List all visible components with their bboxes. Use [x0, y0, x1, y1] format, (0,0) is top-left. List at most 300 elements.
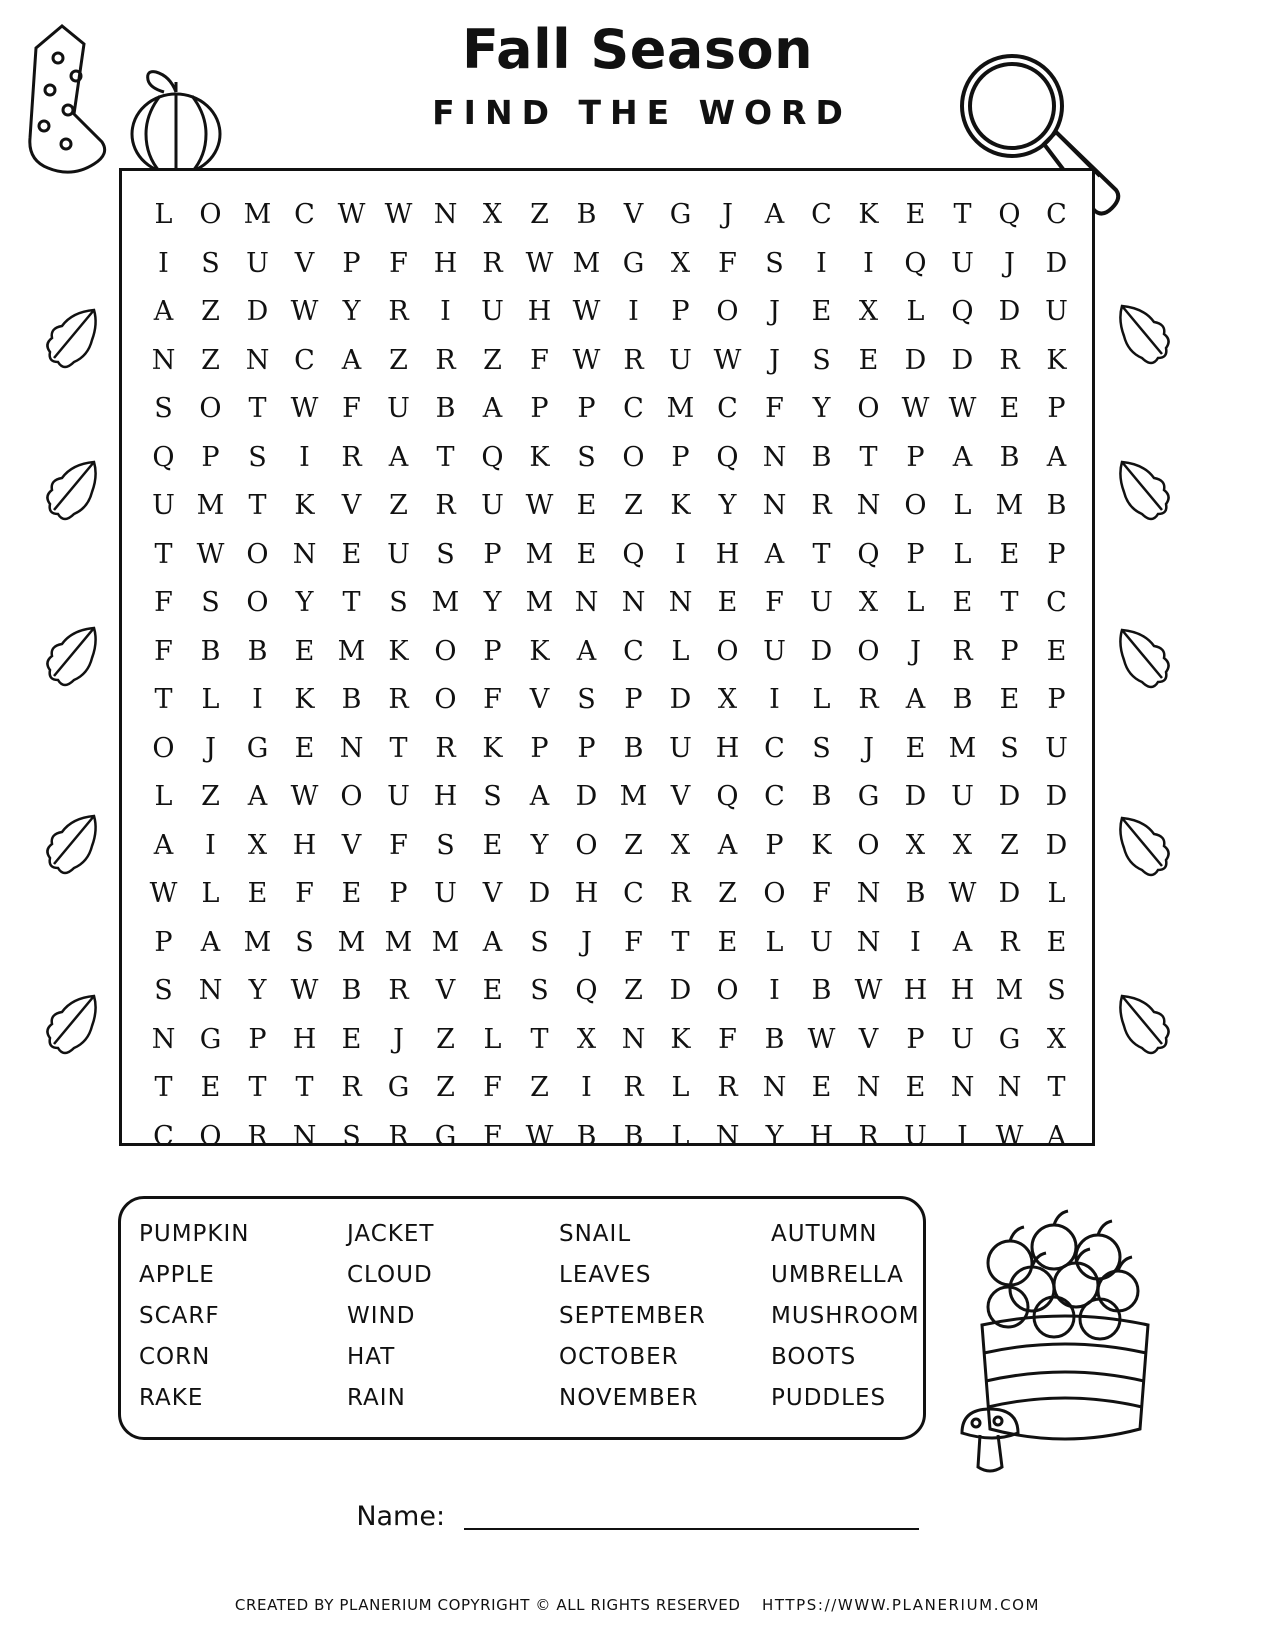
- grid-cell[interactable]: C: [764, 781, 785, 812]
- grid-cell[interactable]: H: [715, 732, 740, 764]
- grid-cell[interactable]: P: [906, 1023, 925, 1055]
- grid-cell[interactable]: T: [953, 199, 972, 230]
- grid-cell[interactable]: K: [670, 1023, 691, 1055]
- grid-cell[interactable]: H: [574, 878, 599, 909]
- grid-cell[interactable]: P: [906, 441, 925, 473]
- grid-cell[interactable]: T: [530, 1023, 549, 1055]
- grid-cell[interactable]: P: [906, 538, 925, 570]
- grid-cell[interactable]: W: [525, 490, 554, 521]
- grid-cell[interactable]: S: [201, 247, 220, 279]
- grid-cell[interactable]: X: [905, 829, 926, 861]
- grid-cell[interactable]: V: [529, 684, 550, 715]
- name-input-line[interactable]: [464, 1504, 919, 1530]
- grid-cell[interactable]: A: [388, 441, 409, 473]
- grid-cell[interactable]: L: [201, 684, 220, 715]
- grid-cell[interactable]: T: [859, 441, 878, 473]
- grid-cell[interactable]: A: [247, 781, 268, 812]
- grid-cell[interactable]: R: [435, 732, 456, 764]
- grid-cell[interactable]: T: [248, 393, 267, 424]
- grid-cell[interactable]: I: [252, 684, 263, 715]
- grid-cell[interactable]: I: [581, 1072, 592, 1103]
- grid-cell[interactable]: R: [341, 1072, 362, 1103]
- grid-cell[interactable]: E: [905, 732, 926, 764]
- grid-cell[interactable]: O: [246, 587, 269, 618]
- grid-cell[interactable]: P: [1000, 635, 1019, 667]
- grid-cell[interactable]: A: [341, 344, 362, 376]
- grid-cell[interactable]: U: [434, 878, 457, 909]
- grid-cell[interactable]: P: [1047, 393, 1066, 424]
- grid-cell[interactable]: H: [527, 296, 552, 327]
- word-list-item[interactable]: PUDDLES: [771, 1385, 887, 1411]
- grid-cell[interactable]: D: [246, 296, 269, 327]
- word-list-item[interactable]: SCARF: [139, 1303, 220, 1329]
- grid-cell[interactable]: N: [292, 538, 317, 570]
- grid-cell[interactable]: P: [342, 247, 361, 279]
- word-list-item[interactable]: MUSHROOM: [771, 1303, 920, 1329]
- grid-cell[interactable]: H: [903, 975, 928, 1006]
- grid-cell[interactable]: M: [619, 781, 648, 812]
- grid-cell[interactable]: U: [387, 781, 410, 812]
- grid-cell[interactable]: K: [858, 199, 879, 230]
- grid-cell[interactable]: N: [433, 199, 458, 230]
- grid-cell[interactable]: I: [769, 684, 780, 715]
- grid-cell[interactable]: C: [623, 393, 644, 424]
- grid-cell[interactable]: L: [671, 635, 690, 667]
- grid-cell[interactable]: U: [669, 732, 692, 764]
- word-list-item[interactable]: WIND: [347, 1303, 416, 1329]
- grid-cell[interactable]: R: [435, 344, 456, 376]
- grid-cell[interactable]: U: [763, 635, 786, 667]
- grid-cell[interactable]: O: [434, 684, 457, 715]
- grid-cell[interactable]: M: [337, 926, 366, 958]
- grid-cell[interactable]: G: [857, 781, 880, 812]
- word-list-item[interactable]: SEPTEMBER: [559, 1303, 706, 1329]
- word-list-item[interactable]: SNAIL: [559, 1221, 632, 1247]
- grid-cell[interactable]: R: [858, 684, 879, 715]
- grid-cell[interactable]: S: [812, 344, 831, 376]
- grid-cell[interactable]: O: [716, 975, 739, 1006]
- grid-cell[interactable]: D: [998, 296, 1021, 327]
- grid-cell[interactable]: T: [1000, 587, 1019, 618]
- grid-cell[interactable]: F: [765, 393, 784, 424]
- grid-cell[interactable]: P: [1047, 684, 1066, 715]
- grid-cell[interactable]: U: [387, 393, 410, 424]
- grid-cell[interactable]: C: [294, 344, 315, 376]
- grid-cell[interactable]: Y: [765, 1120, 784, 1152]
- grid-cell[interactable]: M: [384, 926, 413, 958]
- grid-cell[interactable]: M: [995, 490, 1024, 521]
- grid-cell[interactable]: U: [669, 344, 692, 376]
- grid-cell[interactable]: B: [435, 393, 456, 424]
- grid-cell[interactable]: F: [483, 1072, 502, 1103]
- grid-cell[interactable]: P: [154, 926, 173, 958]
- grid-cell[interactable]: N: [856, 878, 881, 909]
- grid-cell[interactable]: C: [717, 393, 738, 424]
- grid-cell[interactable]: Z: [389, 490, 408, 521]
- grid-cell[interactable]: C: [1046, 199, 1067, 230]
- grid-cell[interactable]: Q: [998, 199, 1021, 230]
- grid-cell[interactable]: R: [247, 1120, 268, 1152]
- grid-cell[interactable]: C: [294, 199, 315, 230]
- grid-cell[interactable]: A: [482, 926, 503, 958]
- grid-cell[interactable]: R: [999, 344, 1020, 376]
- grid-cell[interactable]: E: [341, 878, 362, 909]
- grid-cell[interactable]: Z: [624, 975, 643, 1006]
- grid-cell[interactable]: S: [765, 247, 784, 279]
- grid-cell[interactable]: G: [622, 247, 645, 279]
- grid-cell[interactable]: M: [243, 199, 272, 230]
- grid-cell[interactable]: P: [201, 441, 220, 473]
- grid-cell[interactable]: D: [669, 975, 692, 1006]
- grid-cell[interactable]: R: [811, 490, 832, 521]
- grid-cell[interactable]: N: [715, 1120, 740, 1152]
- grid-cell[interactable]: D: [1045, 829, 1068, 861]
- grid-cell[interactable]: T: [436, 441, 455, 473]
- grid-cell[interactable]: E: [200, 1072, 221, 1103]
- grid-cell[interactable]: W: [572, 344, 601, 376]
- grid-cell[interactable]: U: [387, 538, 410, 570]
- grid-cell[interactable]: K: [388, 635, 409, 667]
- grid-cell[interactable]: P: [765, 829, 784, 861]
- grid-cell[interactable]: C: [764, 732, 785, 764]
- grid-cell[interactable]: U: [904, 1120, 927, 1152]
- grid-cell[interactable]: M: [525, 587, 554, 618]
- grid-cell[interactable]: B: [811, 975, 832, 1006]
- grid-cell[interactable]: J: [205, 732, 216, 764]
- grid-cell[interactable]: S: [248, 441, 267, 473]
- grid-cell[interactable]: Y: [718, 490, 737, 521]
- grid-cell[interactable]: R: [388, 684, 409, 715]
- grid-cell[interactable]: W: [901, 393, 930, 424]
- grid-cell[interactable]: R: [952, 635, 973, 667]
- grid-cell[interactable]: F: [154, 635, 173, 667]
- grid-cell[interactable]: E: [482, 829, 503, 861]
- grid-cell[interactable]: R: [858, 1120, 879, 1152]
- word-list-item[interactable]: NOVEMBER: [559, 1385, 699, 1411]
- grid-cell[interactable]: V: [341, 829, 362, 861]
- grid-cell[interactable]: E: [341, 538, 362, 570]
- grid-cell[interactable]: R: [435, 490, 456, 521]
- grid-cell[interactable]: N: [621, 1023, 646, 1055]
- grid-cell[interactable]: O: [199, 1120, 222, 1152]
- grid-cell[interactable]: R: [623, 344, 644, 376]
- grid-cell[interactable]: A: [1046, 1120, 1067, 1152]
- grid-cell[interactable]: I: [299, 441, 310, 473]
- grid-cell[interactable]: O: [434, 635, 457, 667]
- grid-cell[interactable]: K: [294, 490, 315, 521]
- grid-cell[interactable]: F: [342, 393, 361, 424]
- grid-cell[interactable]: V: [623, 199, 644, 230]
- grid-cell[interactable]: W: [290, 393, 319, 424]
- grid-cell[interactable]: N: [339, 732, 364, 764]
- grid-cell[interactable]: M: [948, 732, 977, 764]
- grid-cell[interactable]: B: [905, 878, 926, 909]
- grid-cell[interactable]: M: [525, 538, 554, 570]
- grid-cell[interactable]: A: [200, 926, 221, 958]
- grid-cell[interactable]: C: [811, 199, 832, 230]
- grid-cell[interactable]: K: [529, 441, 550, 473]
- grid-cell[interactable]: F: [483, 1120, 502, 1152]
- word-list-item[interactable]: AUTUMN: [771, 1221, 878, 1247]
- grid-cell[interactable]: V: [341, 490, 362, 521]
- grid-cell[interactable]: G: [246, 732, 269, 764]
- grid-cell[interactable]: U: [951, 781, 974, 812]
- grid-cell[interactable]: M: [995, 975, 1024, 1006]
- grid-cell[interactable]: T: [389, 732, 408, 764]
- grid-cell[interactable]: N: [856, 1072, 881, 1103]
- grid-cell[interactable]: X: [858, 587, 879, 618]
- grid-cell[interactable]: A: [529, 781, 550, 812]
- grid-cell[interactable]: X: [576, 1023, 597, 1055]
- word-search-grid[interactable]: [119, 168, 1095, 1152]
- grid-cell[interactable]: S: [1047, 975, 1066, 1006]
- grid-cell[interactable]: B: [811, 781, 832, 812]
- grid-cell[interactable]: O: [904, 490, 927, 521]
- grid-cell[interactable]: I: [910, 926, 921, 958]
- grid-cell[interactable]: T: [248, 490, 267, 521]
- grid-cell[interactable]: F: [530, 344, 549, 376]
- grid-cell[interactable]: E: [576, 538, 597, 570]
- word-list-item[interactable]: BOOTS: [771, 1344, 857, 1370]
- grid-cell[interactable]: V: [858, 1023, 879, 1055]
- grid-cell[interactable]: J: [863, 732, 874, 764]
- grid-cell[interactable]: N: [762, 490, 787, 521]
- grid-cell[interactable]: A: [952, 926, 973, 958]
- grid-cell[interactable]: O: [763, 878, 786, 909]
- grid-cell[interactable]: O: [857, 635, 880, 667]
- word-list-item[interactable]: RAIN: [347, 1385, 406, 1411]
- grid-cell[interactable]: D: [998, 878, 1021, 909]
- grid-cell[interactable]: R: [388, 296, 409, 327]
- grid-cell[interactable]: W: [948, 878, 977, 909]
- grid-cell[interactable]: V: [482, 878, 503, 909]
- grid-cell[interactable]: U: [481, 296, 504, 327]
- grid-cell[interactable]: I: [205, 829, 216, 861]
- grid-cell[interactable]: J: [769, 344, 780, 376]
- grid-cell[interactable]: F: [389, 247, 408, 279]
- grid-cell[interactable]: E: [858, 344, 879, 376]
- grid-cell[interactable]: S: [342, 1120, 361, 1152]
- grid-cell[interactable]: P: [577, 393, 596, 424]
- grid-cell[interactable]: T: [248, 1072, 267, 1103]
- grid-cell[interactable]: M: [572, 247, 601, 279]
- grid-cell[interactable]: C: [153, 1120, 174, 1152]
- grid-cell[interactable]: T: [154, 1072, 173, 1103]
- grid-cell[interactable]: Z: [389, 344, 408, 376]
- grid-cell[interactable]: Q: [622, 538, 645, 570]
- grid-cell[interactable]: F: [624, 926, 643, 958]
- grid-cell[interactable]: Z: [436, 1072, 455, 1103]
- grid-cell[interactable]: D: [575, 781, 598, 812]
- grid-cell[interactable]: S: [530, 975, 549, 1006]
- grid-cell[interactable]: P: [671, 296, 690, 327]
- grid-cell[interactable]: O: [246, 538, 269, 570]
- grid-cell[interactable]: Z: [530, 199, 549, 230]
- word-list-item[interactable]: APPLE: [139, 1262, 215, 1288]
- grid-cell[interactable]: I: [816, 247, 827, 279]
- grid-cell[interactable]: F: [154, 587, 173, 618]
- grid-cell[interactable]: A: [905, 684, 926, 715]
- grid-cell[interactable]: N: [762, 441, 787, 473]
- grid-cell[interactable]: Y: [295, 587, 314, 618]
- grid-cell[interactable]: Z: [718, 878, 737, 909]
- word-list-item[interactable]: CLOUD: [347, 1262, 433, 1288]
- grid-cell[interactable]: R: [341, 441, 362, 473]
- grid-cell[interactable]: I: [863, 247, 874, 279]
- grid-cell[interactable]: T: [154, 684, 173, 715]
- grid-cell[interactable]: J: [769, 296, 780, 327]
- grid-cell[interactable]: X: [717, 684, 738, 715]
- grid-cell[interactable]: T: [1047, 1072, 1066, 1103]
- grid-cell[interactable]: W: [196, 538, 225, 570]
- grid-cell[interactable]: S: [389, 587, 408, 618]
- grid-cell[interactable]: X: [670, 247, 691, 279]
- grid-cell[interactable]: M: [431, 926, 460, 958]
- grid-cell[interactable]: Z: [483, 344, 502, 376]
- grid-cell[interactable]: N: [856, 490, 881, 521]
- grid-cell[interactable]: B: [623, 732, 644, 764]
- grid-cell[interactable]: L: [953, 490, 972, 521]
- grid-cell[interactable]: A: [482, 393, 503, 424]
- grid-cell[interactable]: R: [388, 975, 409, 1006]
- grid-cell[interactable]: U: [810, 926, 833, 958]
- grid-cell[interactable]: R: [388, 1120, 409, 1152]
- grid-cell[interactable]: X: [858, 296, 879, 327]
- grid-cell[interactable]: Y: [812, 393, 831, 424]
- grid-cell[interactable]: H: [292, 1023, 317, 1055]
- grid-cell[interactable]: I: [158, 247, 169, 279]
- grid-cell[interactable]: U: [951, 1023, 974, 1055]
- grid-cell[interactable]: Q: [716, 441, 739, 473]
- grid-cell[interactable]: Y: [530, 829, 549, 861]
- grid-cell[interactable]: S: [577, 684, 596, 715]
- grid-cell[interactable]: A: [153, 829, 174, 861]
- grid-cell[interactable]: L: [671, 1072, 690, 1103]
- grid-cell[interactable]: D: [998, 781, 1021, 812]
- grid-cell[interactable]: S: [154, 975, 173, 1006]
- grid-cell[interactable]: B: [341, 684, 362, 715]
- grid-cell[interactable]: U: [810, 587, 833, 618]
- grid-cell[interactable]: P: [1047, 538, 1066, 570]
- grid-cell[interactable]: W: [995, 1120, 1024, 1152]
- grid-cell[interactable]: A: [576, 635, 597, 667]
- grid-cell[interactable]: Q: [716, 781, 739, 812]
- word-list-item[interactable]: JACKET: [347, 1221, 435, 1247]
- grid-cell[interactable]: U: [951, 247, 974, 279]
- grid-cell[interactable]: D: [1045, 781, 1068, 812]
- grid-cell[interactable]: J: [910, 635, 921, 667]
- grid-cell[interactable]: Y: [342, 296, 361, 327]
- grid-cell[interactable]: O: [575, 829, 598, 861]
- grid-cell[interactable]: B: [341, 975, 362, 1006]
- grid-cell[interactable]: E: [999, 393, 1020, 424]
- grid-cell[interactable]: L: [671, 1120, 690, 1152]
- grid-cell[interactable]: I: [440, 296, 451, 327]
- grid-cell[interactable]: W: [384, 199, 413, 230]
- grid-cell[interactable]: I: [675, 538, 686, 570]
- word-list-item[interactable]: LEAVES: [559, 1262, 652, 1288]
- grid-cell[interactable]: L: [906, 587, 925, 618]
- grid-cell[interactable]: P: [530, 393, 549, 424]
- grid-cell[interactable]: S: [295, 926, 314, 958]
- grid-cell[interactable]: B: [576, 199, 597, 230]
- grid-cell[interactable]: G: [199, 1023, 222, 1055]
- grid-cell[interactable]: K: [529, 635, 550, 667]
- grid-cell[interactable]: R: [717, 1072, 738, 1103]
- grid-cell[interactable]: G: [669, 199, 692, 230]
- grid-cell[interactable]: D: [528, 878, 551, 909]
- grid-cell[interactable]: A: [764, 199, 785, 230]
- grid-cell[interactable]: U: [152, 490, 175, 521]
- grid-cell[interactable]: S: [812, 732, 831, 764]
- grid-cell[interactable]: E: [576, 490, 597, 521]
- grid-cell[interactable]: J: [722, 199, 733, 230]
- grid-cell[interactable]: L: [201, 878, 220, 909]
- grid-cell[interactable]: T: [812, 538, 831, 570]
- grid-cell[interactable]: R: [482, 247, 503, 279]
- grid-cell[interactable]: L: [1047, 878, 1066, 909]
- grid-cell[interactable]: E: [1046, 926, 1067, 958]
- grid-cell[interactable]: V: [670, 781, 691, 812]
- grid-cell[interactable]: F: [483, 684, 502, 715]
- grid-cell[interactable]: Z: [624, 490, 643, 521]
- grid-cell[interactable]: M: [196, 490, 225, 521]
- grid-cell[interactable]: Z: [201, 296, 220, 327]
- grid-cell[interactable]: O: [199, 199, 222, 230]
- grid-cell[interactable]: G: [998, 1023, 1021, 1055]
- grid-cell[interactable]: B: [200, 635, 221, 667]
- grid-cell[interactable]: O: [199, 393, 222, 424]
- grid-cell[interactable]: K: [294, 684, 315, 715]
- word-list-item[interactable]: CORN: [139, 1344, 211, 1370]
- grid-cell[interactable]: D: [904, 344, 927, 376]
- footer-url[interactable]: HTTPS://WWW.PLANERIUM.COM: [762, 1596, 1041, 1614]
- grid-cell[interactable]: M: [243, 926, 272, 958]
- grid-cell[interactable]: N: [950, 1072, 975, 1103]
- grid-cell[interactable]: O: [857, 393, 880, 424]
- grid-cell[interactable]: J: [393, 1023, 404, 1055]
- grid-cell[interactable]: D: [669, 684, 692, 715]
- grid-cell[interactable]: B: [764, 1023, 785, 1055]
- grid-cell[interactable]: U: [1045, 732, 1068, 764]
- grid-cell[interactable]: H: [292, 829, 317, 861]
- grid-cell[interactable]: Z: [624, 829, 643, 861]
- grid-cell[interactable]: W: [713, 344, 742, 376]
- grid-cell[interactable]: E: [1046, 635, 1067, 667]
- grid-cell[interactable]: O: [857, 829, 880, 861]
- grid-cell[interactable]: L: [906, 296, 925, 327]
- grid-cell[interactable]: Z: [530, 1072, 549, 1103]
- grid-cell[interactable]: H: [433, 781, 458, 812]
- grid-cell[interactable]: P: [483, 635, 502, 667]
- grid-cell[interactable]: L: [154, 781, 173, 812]
- grid-cell[interactable]: L: [953, 538, 972, 570]
- grid-cell[interactable]: F: [812, 878, 831, 909]
- word-list-item[interactable]: UMBRELLA: [771, 1262, 904, 1288]
- grid-cell[interactable]: E: [247, 878, 268, 909]
- grid-cell[interactable]: U: [481, 490, 504, 521]
- grid-cell[interactable]: E: [717, 587, 738, 618]
- grid-cell[interactable]: O: [716, 296, 739, 327]
- grid-cell[interactable]: T: [671, 926, 690, 958]
- grid-cell[interactable]: I: [628, 296, 639, 327]
- grid-cell[interactable]: O: [716, 635, 739, 667]
- grid-cell[interactable]: R: [623, 1072, 644, 1103]
- grid-cell[interactable]: W: [525, 1120, 554, 1152]
- grid-cell[interactable]: E: [811, 296, 832, 327]
- grid-cell[interactable]: W: [337, 199, 366, 230]
- grid-cell[interactable]: U: [1045, 296, 1068, 327]
